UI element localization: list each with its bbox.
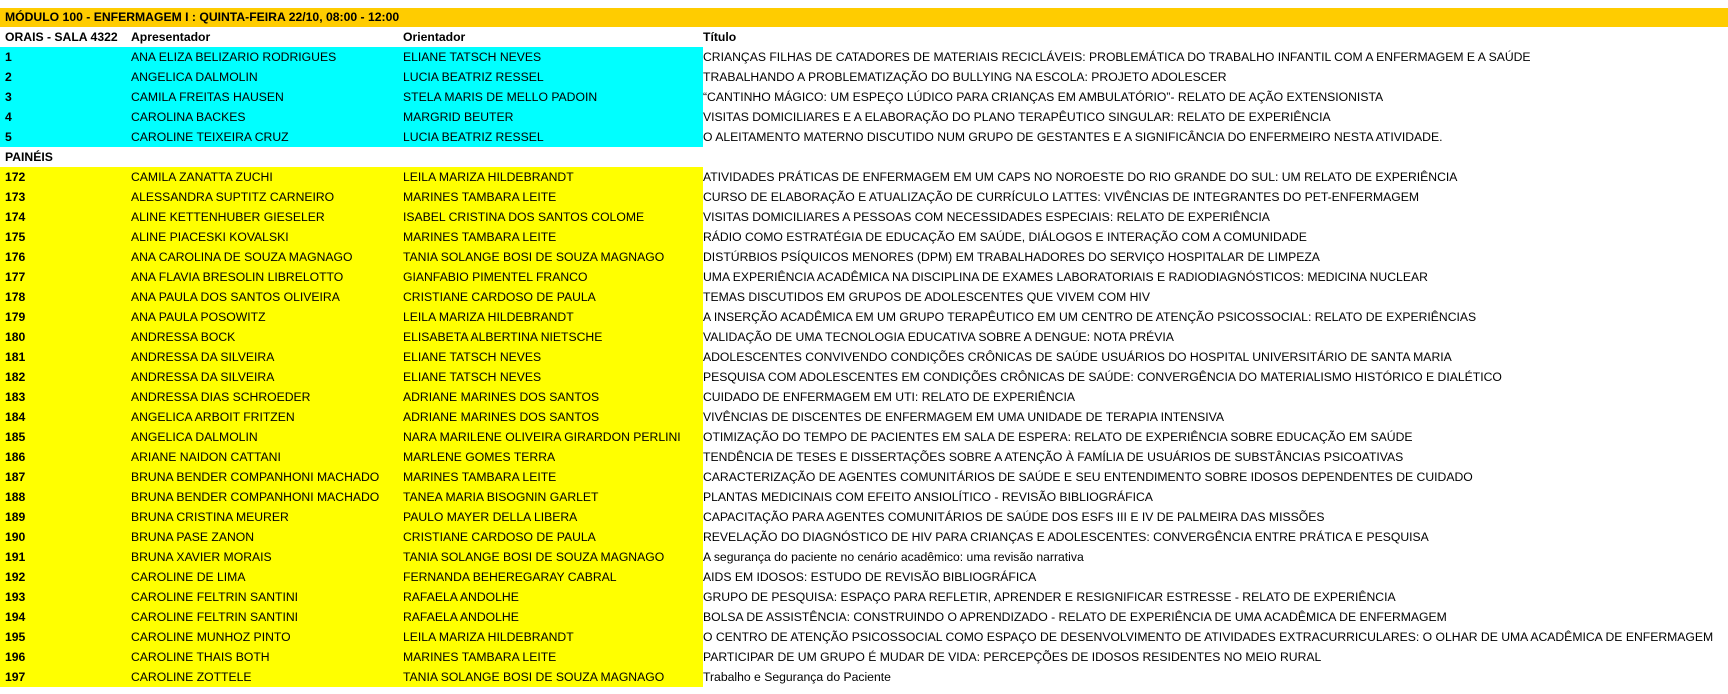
orientador-cell: PAULO MAYER DELLA LIBERA: [403, 507, 703, 527]
titulo-cell: VISITAS DOMICILIARES A PESSOAS COM NECESSIDADES ESPECIAIS: RELATO DE EXPERIÊNCIA: [703, 210, 1270, 224]
row-number: 193: [0, 587, 131, 607]
apresentador-cell: CAROLINA BACKES: [131, 107, 403, 127]
apresentador-cell: ARIANE NAIDON CATTANI: [131, 447, 403, 467]
row-number: 2: [0, 67, 131, 87]
titulo-cell: CAPACITAÇÃO PARA AGENTES COMUNITÁRIOS DE SAÚDE DOS ESFS III E IV DE PALMEIRA DAS MISSÕES: [703, 510, 1325, 524]
apresentador-cell: ANA CAROLINA DE SOUZA MAGNAGO: [131, 247, 403, 267]
apresentador-cell: ALESSANDRA SUPTITZ CARNEIRO: [131, 187, 403, 207]
orientador-cell: ELIANE TATSCH NEVES: [403, 47, 703, 67]
table-row: [0, 487, 1728, 507]
header-orientador: Orientador: [403, 30, 466, 44]
titulo-cell: ADOLESCENTES CONVIVENDO CONDIÇÕES CRÔNICAS DE SAÚDE USUÁRIOS DO HOSPITAL UNIVERSITÁRIO DE SANTA MARIA: [703, 350, 1452, 364]
table-row: [0, 187, 1728, 207]
apresentador-cell: CAROLINE TEIXEIRA CRUZ: [131, 127, 403, 147]
table-row: [0, 127, 1728, 147]
table-row: [0, 227, 1728, 247]
orientador-cell: CRISTIANE CARDOSO DE PAULA: [403, 527, 703, 547]
titulo-cell: A INSERÇÃO ACADÊMICA EM UM GRUPO TERAPÊUTICO EM UM CENTRO DE ATENÇÃO PSICOSSOCIAL: RELATO DE EXPERIÊNCIAS: [703, 310, 1477, 324]
apresentador-cell: CAROLINE FELTRIN SANTINI: [131, 587, 403, 607]
paineis-section: [0, 167, 1728, 687]
titulo-cell: Trabalho e Segurança do Paciente: [703, 670, 891, 684]
row-number: 194: [0, 607, 131, 627]
apresentador-cell: CAROLINE DE LIMA: [131, 567, 403, 587]
orientador-cell: LEILA MARIZA HILDEBRANDT: [403, 307, 703, 327]
table-row: [0, 627, 1728, 647]
apresentador-cell: ALINE KETTENHUBER GIESELER: [131, 207, 403, 227]
orientador-cell: ISABEL CRISTINA DOS SANTOS COLOME: [403, 207, 703, 227]
orientador-cell: TANIA SOLANGE BOSI DE SOUZA MAGNAGO: [403, 667, 703, 687]
table-row: [0, 87, 1728, 107]
titulo-cell: TEMAS DISCUTIDOS EM GRUPOS DE ADOLESCENTES QUE VIVEM COM HIV: [703, 290, 1150, 304]
row-number: 172: [0, 167, 131, 187]
orientador-cell: FERNANDA BEHEREGARAY CABRAL: [403, 567, 703, 587]
orientador-cell: NARA MARILENE OLIVEIRA GIRARDON PERLINI: [403, 427, 703, 447]
apresentador-cell: ALINE PIACESKI KOVALSKI: [131, 227, 403, 247]
apresentador-cell: ANA FLAVIA BRESOLIN LIBRELOTTO: [131, 267, 403, 287]
row-number: 3: [0, 87, 131, 107]
table-row: [0, 647, 1728, 667]
apresentador-cell: ANA ELIZA BELIZARIO RODRIGUES: [131, 47, 403, 67]
row-number: 5: [0, 127, 131, 147]
titulo-cell: VISITAS DOMICILIARES E A ELABORAÇÃO DO PLANO TERAPÊUTICO SINGULAR: RELATO DE EXPERIÊNCIA: [703, 110, 1331, 124]
titulo-cell: DISTÚRBIOS PSÍQUICOS MENORES (DPM) EM TRABALHADORES DO SERVIÇO HOSPITALAR DE LIMPEZA: [703, 250, 1320, 264]
titulo-cell: O ALEITAMENTO MATERNO DISCUTIDO NUM GRUPO DE GESTANTES E A SIGNIFICÂNCIA DO ENFERMEIRO NESTA ATIVIDADE.: [703, 130, 1443, 144]
titulo-cell: TENDÊNCIA DE TESES E DISSERTAÇÕES SOBRE A ATENÇÃO À FAMÍLIA DE USUÁRIOS DE SUBSTÂNCIAS PSICOATIVAS: [703, 450, 1404, 464]
titulo-cell: CURSO DE ELABORAÇÃO E ATUALIZAÇÃO DE CURRÍCULO LATTES: VIVÊNCIAS DE INTEGRANTES DO PET-ENFERMAGEM: [703, 190, 1420, 204]
orientador-cell: ADRIANE MARINES DOS SANTOS: [403, 387, 703, 407]
orientador-cell: MARINES TAMBARA LEITE: [403, 227, 703, 247]
row-number: 179: [0, 307, 131, 327]
row-number: 188: [0, 487, 131, 507]
row-number: 197: [0, 667, 131, 687]
table-row: [0, 247, 1728, 267]
apresentador-cell: ANGELICA DALMOLIN: [131, 427, 403, 447]
titulo-cell: ATIVIDADES PRÁTICAS DE ENFERMAGEM EM UM CAPS NO NOROESTE DO RIO GRANDE DO SUL: UM RELATO DE EXPERIÊNCIA: [703, 170, 1458, 184]
titulo-cell: VIVÊNCIAS DE DISCENTES DE ENFERMAGEM EM UMA UNIDADE DE TERAPIA INTENSIVA: [703, 410, 1224, 424]
table-row: [0, 267, 1728, 287]
orientador-cell: MARINES TAMBARA LEITE: [403, 467, 703, 487]
titulo-cell: PESQUISA COM ADOLESCENTES EM CONDIÇÕES CRÔNICAS DE SAÚDE: CONVERGÊNCIA DO MATERIALISMO HISTÓRICO E DIALÉTICO: [703, 370, 1502, 384]
row-number: 184: [0, 407, 131, 427]
module-title: MÓDULO 100 - ENFERMAGEM I : QUINTA-FEIRA 22/10, 08:00 - 12:00: [5, 10, 400, 24]
table-row: [0, 47, 1728, 67]
titulo-cell: BOLSA DE ASSISTÊNCIA: CONSTRUINDO O APRENDIZADO - RELATO DE EXPERIÊNCIA DE UMA ACADÊMICA DE ENFERMAGEM: [703, 610, 1447, 624]
titulo-cell: PARTICIPAR DE UM GRUPO É MUDAR DE VIDA: PERCEPÇÕES DE IDOSOS RESIDENTES NO MEIO RURAL: [703, 650, 1322, 664]
row-number: 180: [0, 327, 131, 347]
row-number: 175: [0, 227, 131, 247]
row-number: 178: [0, 287, 131, 307]
apresentador-cell: ANA PAULA DOS SANTOS OLIVEIRA: [131, 287, 403, 307]
orientador-cell: RAFAELA ANDOLHE: [403, 587, 703, 607]
row-number: 196: [0, 647, 131, 667]
table-row: [0, 547, 1728, 567]
paineis-label: PAINÉIS: [5, 150, 53, 164]
table-row: [0, 107, 1728, 127]
titulo-cell: GRUPO DE PESQUISA: ESPAÇO PARA REFLETIR, APRENDER E RESIGNIFICAR ESTRESSE - RELATO DE EXPERIÊNCIA: [703, 590, 1396, 604]
titulo-cell: OTIMIZAÇÃO DO TEMPO DE PACIENTES EM SALA DE ESPERA: RELATO DE EXPERIÊNCIA SOBRE EDUCAÇÃO EM SAÚDE: [703, 430, 1413, 444]
module-title-row: [0, 8, 1728, 27]
orientador-cell: MARGRID BEUTER: [403, 107, 703, 127]
apresentador-cell: BRUNA CRISTINA MEURER: [131, 507, 403, 527]
table-row: [0, 327, 1728, 347]
titulo-cell: CUIDADO DE ENFERMAGEM EM UTI: RELATO DE EXPERIÊNCIA: [703, 390, 1075, 404]
table-row: [0, 507, 1728, 527]
row-number: 187: [0, 467, 131, 487]
table-row: [0, 567, 1728, 587]
orientador-cell: ELIANE TATSCH NEVES: [403, 347, 703, 367]
apresentador-cell: ANGELICA DALMOLIN: [131, 67, 403, 87]
titulo-cell: REVELAÇÃO DO DIAGNÓSTICO DE HIV PARA CRIANÇAS E ADOLESCENTES: CONVERGÊNCIA ENTRE PRÁTICA E PESQUISA: [703, 530, 1429, 544]
titulo-cell: A segurança do paciente no cenário acadêmico: uma revisão narrativa: [703, 550, 1084, 564]
row-number: 181: [0, 347, 131, 367]
apresentador-cell: ANDRESSA DA SILVEIRA: [131, 367, 403, 387]
orientador-cell: ELIANE TATSCH NEVES: [403, 367, 703, 387]
row-number: 191: [0, 547, 131, 567]
orientador-cell: MARINES TAMBARA LEITE: [403, 187, 703, 207]
row-number: 192: [0, 567, 131, 587]
titulo-cell: O CENTRO DE ATENÇÃO PSICOSSOCIAL COMO ESPAÇO DE DESENVOLVIMENTO DE ATIVIDADES EXTRACURRICULARES: O OLHAR DE UMA ACADÊMICA DE ENFERMAGEM: [703, 630, 1714, 644]
paineis-section-header: [0, 147, 1728, 167]
spreadsheet: [0, 8, 1728, 687]
row-number: 174: [0, 207, 131, 227]
apresentador-cell: ANGELICA ARBOIT FRITZEN: [131, 407, 403, 427]
orientador-cell: MARINES TAMBARA LEITE: [403, 647, 703, 667]
apresentador-cell: ANDRESSA BOCK: [131, 327, 403, 347]
row-number: 182: [0, 367, 131, 387]
orientador-cell: RAFAELA ANDOLHE: [403, 607, 703, 627]
titulo-cell: TRABALHANDO A PROBLEMATIZAÇÃO DO BULLYING NA ESCOLA: PROJETO ADOLESCER: [703, 70, 1227, 84]
row-number: 4: [0, 107, 131, 127]
row-number: 185: [0, 427, 131, 447]
apresentador-cell: ANA PAULA POSOWITZ: [131, 307, 403, 327]
table-row: [0, 447, 1728, 467]
apresentador-cell: BRUNA BENDER COMPANHONI MACHADO: [131, 467, 403, 487]
titulo-cell: VALIDAÇÃO DE UMA TECNOLOGIA EDUCATIVA SOBRE A DENGUE: NOTA PRÉVIA: [703, 330, 1174, 344]
header-orais: ORAIS - SALA 4322: [5, 30, 118, 44]
titulo-cell: UMA EXPERIÊNCIA ACADÊMICA NA DISCIPLINA DE EXAMES LABORATORIAIS E RADIODIAGNÓSTICOS: MEDICINA NUCLEAR: [703, 270, 1428, 284]
orientador-cell: MARLENE GOMES TERRA: [403, 447, 703, 467]
table-row: [0, 387, 1728, 407]
row-number: 173: [0, 187, 131, 207]
orientador-cell: LEILA MARIZA HILDEBRANDT: [403, 627, 703, 647]
row-number: 177: [0, 267, 131, 287]
table-row: [0, 167, 1728, 187]
apresentador-cell: CAROLINE THAIS BOTH: [131, 647, 403, 667]
table-row: [0, 347, 1728, 367]
titulo-cell: “CANTINHO MÁGICO: UM ESPEÇO LÚDICO PARA CRIANÇAS EM AMBULATÓRIO”- RELATO DE AÇÃO EXTENSIONISTA: [703, 90, 1384, 104]
table-row: [0, 67, 1728, 87]
table-row: [0, 427, 1728, 447]
titulo-cell: CRIANÇAS FILHAS DE CATADORES DE MATERIAIS RECICLÁVEIS: PROBLEMÁTICA DO TRABALHO INFANTIL COM A ENFERMAGEM E A SAÚDE: [703, 50, 1531, 64]
orientador-cell: TANIA SOLANGE BOSI DE SOUZA MAGNAGO: [403, 547, 703, 567]
row-number: 186: [0, 447, 131, 467]
row-number: 195: [0, 627, 131, 647]
table-row: [0, 207, 1728, 227]
orientador-cell: STELA MARIS DE MELLO PADOIN: [403, 87, 703, 107]
orientador-cell: TANEA MARIA BISOGNIN GARLET: [403, 487, 703, 507]
orientador-cell: GIANFABIO PIMENTEL FRANCO: [403, 267, 703, 287]
table-row: [0, 407, 1728, 427]
header-row: [0, 27, 1728, 47]
row-number: 176: [0, 247, 131, 267]
orientador-cell: LUCIA BEATRIZ RESSEL: [403, 67, 703, 87]
row-number: 1: [0, 47, 131, 67]
table-row: [0, 607, 1728, 627]
orais-section: [0, 47, 1728, 147]
apresentador-cell: CAMILA FREITAS HAUSEN: [131, 87, 403, 107]
orientador-cell: ADRIANE MARINES DOS SANTOS: [403, 407, 703, 427]
apresentador-cell: CAROLINE ZOTTELE: [131, 667, 403, 687]
table-row: [0, 667, 1728, 687]
header-apresentador: Apresentador: [131, 30, 211, 44]
apresentador-cell: BRUNA PASE ZANON: [131, 527, 403, 547]
header-titulo: Título: [703, 30, 737, 44]
titulo-cell: AIDS EM IDOSOS: ESTUDO DE REVISÃO BIBLIOGRÁFICA: [703, 570, 1037, 584]
titulo-cell: RÁDIO COMO ESTRATÉGIA DE EDUCAÇÃO EM SAÚDE, DIÁLOGOS E INTERAÇÃO COM A COMUNIDADE: [703, 230, 1307, 244]
titulo-cell: CARACTERIZAÇÃO DE AGENTES COMUNITÁRIOS DE SAÚDE E SEU ENTENDIMENTO SOBRE IDOSOS DEPENDENTES DE CUIDADO: [703, 470, 1473, 484]
orientador-cell: LUCIA BEATRIZ RESSEL: [403, 127, 703, 147]
row-number: 189: [0, 507, 131, 527]
table-row: [0, 307, 1728, 327]
apresentador-cell: ANDRESSA DIAS SCHROEDER: [131, 387, 403, 407]
orientador-cell: ELISABETA ALBERTINA NIETSCHE: [403, 327, 703, 347]
apresentador-cell: ANDRESSA DA SILVEIRA: [131, 347, 403, 367]
orientador-cell: TANIA SOLANGE BOSI DE SOUZA MAGNAGO: [403, 247, 703, 267]
apresentador-cell: CAROLINE FELTRIN SANTINI: [131, 607, 403, 627]
apresentador-cell: BRUNA XAVIER MORAIS: [131, 547, 403, 567]
table-row: [0, 367, 1728, 387]
apresentador-cell: CAMILA ZANATTA ZUCHI: [131, 167, 403, 187]
table-row: [0, 287, 1728, 307]
table-row: [0, 527, 1728, 547]
row-number: 183: [0, 387, 131, 407]
table-row: [0, 587, 1728, 607]
orientador-cell: CRISTIANE CARDOSO DE PAULA: [403, 287, 703, 307]
apresentador-cell: CAROLINE MUNHOZ PINTO: [131, 627, 403, 647]
row-number: 190: [0, 527, 131, 547]
titulo-cell: PLANTAS MEDICINAIS COM EFEITO ANSIOLÍTICO - REVISÃO BIBLIOGRÁFICA: [703, 490, 1153, 504]
table-row: [0, 467, 1728, 487]
apresentador-cell: BRUNA BENDER COMPANHONI MACHADO: [131, 487, 403, 507]
orientador-cell: LEILA MARIZA HILDEBRANDT: [403, 167, 703, 187]
